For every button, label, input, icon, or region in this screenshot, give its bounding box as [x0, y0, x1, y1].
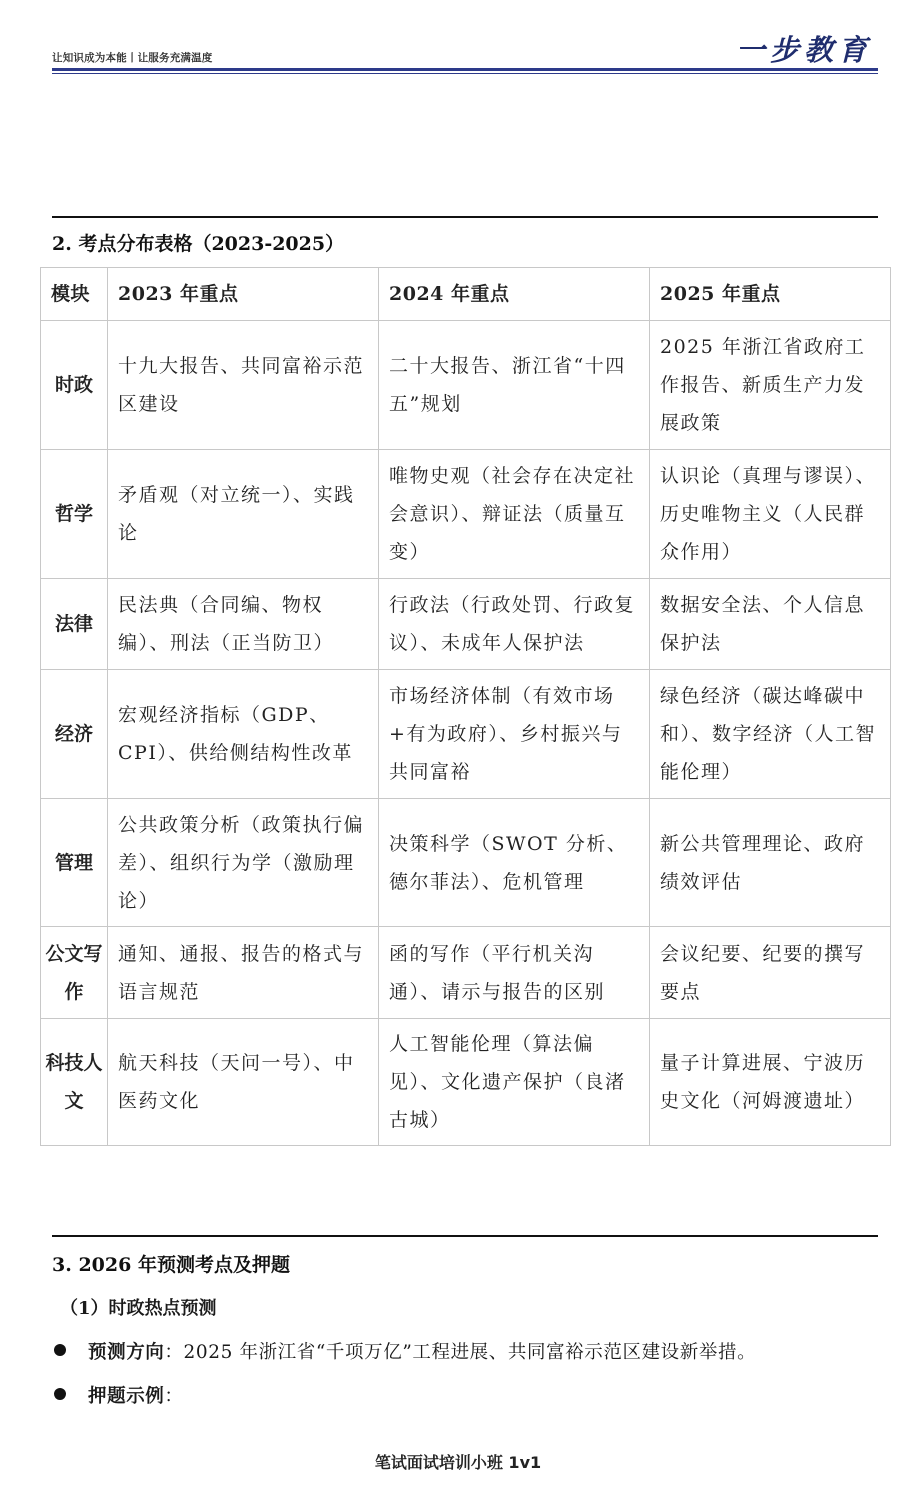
table-row	[41, 321, 891, 450]
section3-rule	[52, 1235, 878, 1237]
cell-2024: 唯物史观（社会存在决定社会意识）、辩证法（质量互变）	[379, 450, 650, 579]
header-module: 模块	[41, 268, 108, 321]
table-row	[41, 670, 891, 799]
header-2025: 2025 年重点	[650, 268, 891, 321]
cell-2023: 通知、通报、报告的格式与语言规范	[108, 927, 379, 1019]
table-row	[41, 450, 891, 579]
section2-rule	[52, 216, 878, 218]
module-cell: 哲学	[41, 450, 108, 579]
bullet-label: 押题示例	[88, 1386, 165, 1407]
cell-2023: 航天科技（天问一号）、中医药文化	[108, 1019, 379, 1146]
module-cell: 管理	[41, 799, 108, 927]
section3-title: 3. 2026 年预测考点及押题	[52, 1254, 290, 1276]
table-row	[41, 1019, 891, 1146]
bullet-text: ：2025 年浙江省“千项万亿”工程进展、共同富裕示范区建设新举措。	[164, 1342, 757, 1363]
section2-title: 2. 考点分布表格（2023-2025）	[52, 233, 345, 255]
cell-2025: 量子计算进展、宁波历史文化（河姆渡遗址）	[650, 1019, 891, 1146]
bullet-dot-icon	[54, 1388, 66, 1400]
cell-2025: 新公共管理理论、政府绩效评估	[650, 799, 891, 927]
cell-2024: 决策科学（SWOT 分析、德尔菲法）、危机管理	[379, 799, 650, 927]
bullet-text: ：	[164, 1386, 184, 1407]
section3-subtitle: （1）时政热点预测	[60, 1298, 217, 1319]
cell-2024: 人工智能伦理（算法偏见）、文化遗产保护（良渚古城）	[379, 1019, 650, 1146]
header-slogan: 让知识成为本能丨让服务充满温度	[52, 52, 213, 64]
module-cell: 公文写作	[41, 927, 108, 1019]
cell-2023: 矛盾观（对立统一）、实践论	[108, 450, 379, 579]
cell-2023: 宏观经济指标（GDP、CPI）、供给侧结构性改革	[108, 670, 379, 799]
module-cell: 法律	[41, 579, 108, 670]
table-row	[41, 579, 891, 670]
module-cell: 时政	[41, 321, 108, 450]
header-rule	[52, 68, 878, 71]
bullet-prediction	[54, 1338, 874, 1364]
page-footer: 笔试面试培训小班 1v1	[374, 1453, 542, 1472]
table-row	[41, 927, 891, 1019]
cell-2025: 2025 年浙江省政府工作报告、新质生产力发展政策	[650, 321, 891, 450]
cell-2024: 二十大报告、浙江省“十四五”规划	[379, 321, 650, 450]
cell-2023: 公共政策分析（政策执行偏差）、组织行为学（激励理论）	[108, 799, 379, 927]
cell-2025: 认识论（真理与谬误）、历史唯物主义（人民群众作用）	[650, 450, 891, 579]
cell-2024: 行政法（行政处罚、行政复议）、未成年人保护法	[379, 579, 650, 670]
module-cell: 经济	[41, 670, 108, 799]
module-cell: 科技人文	[41, 1019, 108, 1146]
page-header	[52, 28, 878, 74]
cell-2023: 民法典（合同编、物权编）、刑法（正当防卫）	[108, 579, 379, 670]
table-row	[41, 799, 891, 927]
header-rule-thin	[52, 73, 878, 74]
bullet-label: 预测方向	[88, 1342, 165, 1363]
cell-2024: 函的写作（平行机关沟通）、请示与报告的区别	[379, 927, 650, 1019]
header-2023: 2023 年重点	[108, 268, 379, 321]
cell-2025: 会议纪要、纪要的撰写要点	[650, 927, 891, 1019]
bullet-dot-icon	[54, 1344, 66, 1356]
bullet-example	[54, 1382, 874, 1408]
cell-2025: 绿色经济（碳达峰碳中和）、数字经济（人工智能伦理）	[650, 670, 891, 799]
cell-2025: 数据安全法、个人信息保护法	[650, 579, 891, 670]
table-header-row	[41, 268, 891, 321]
exam-points-table	[40, 267, 891, 1146]
header-2024: 2024 年重点	[379, 268, 650, 321]
brand-logo: 一步教育	[735, 33, 872, 67]
cell-2024: 市场经济体制（有效市场+有为政府）、乡村振兴与共同富裕	[379, 670, 650, 799]
cell-2023: 十九大报告、共同富裕示范区建设	[108, 321, 379, 450]
